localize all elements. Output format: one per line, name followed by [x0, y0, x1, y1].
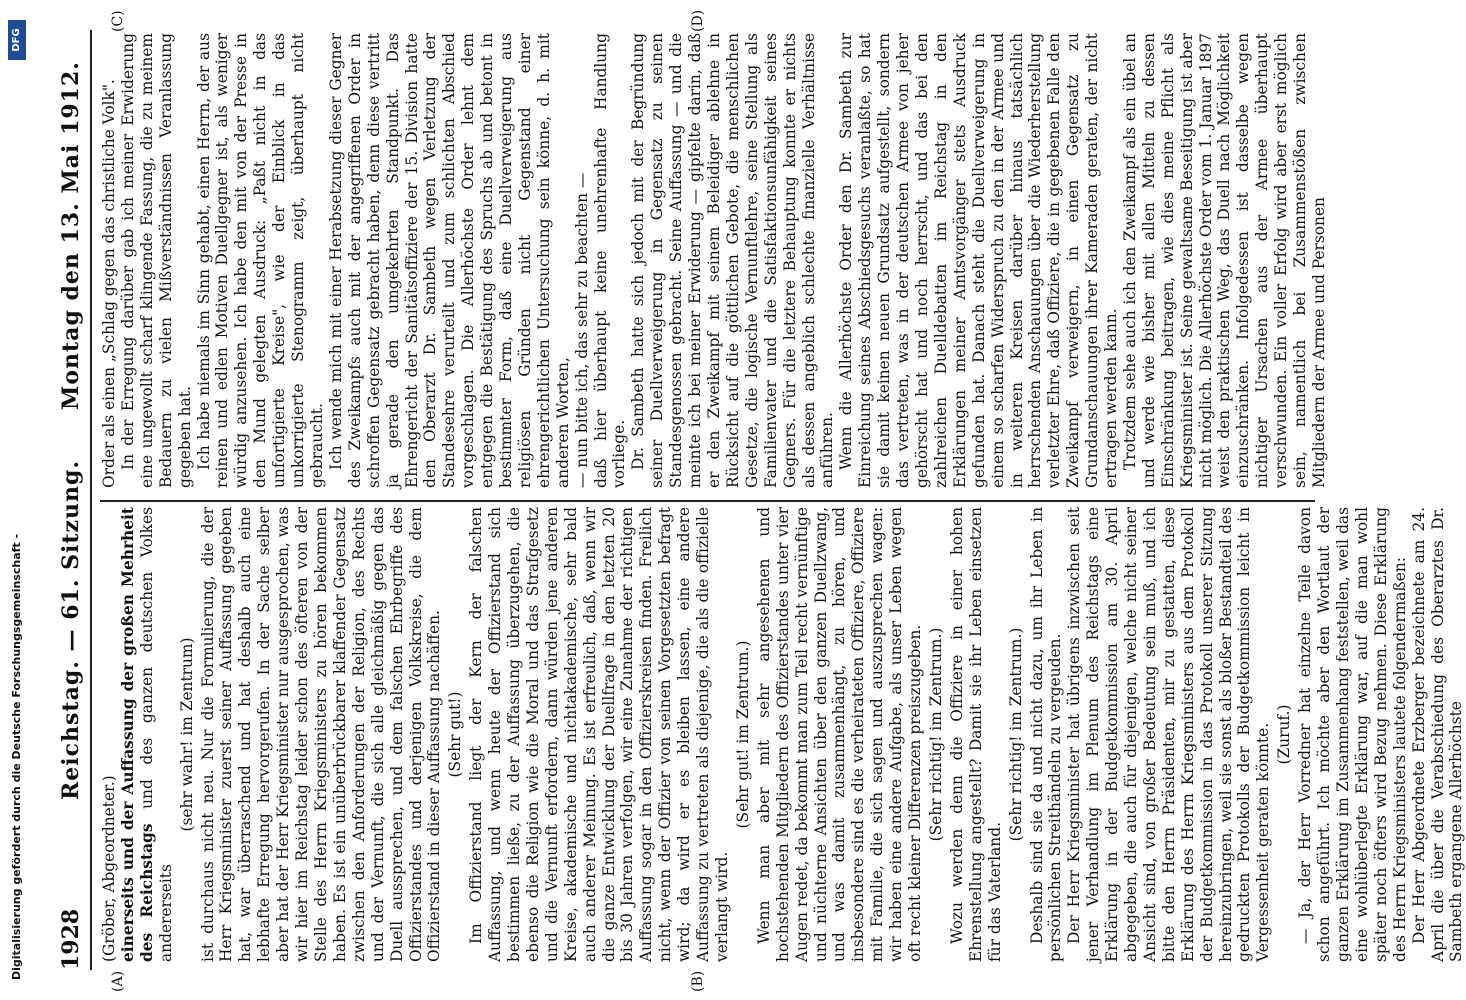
page-number: 1928 — [58, 908, 84, 970]
interjection: (Sehr richtig! im Zentrum.) — [926, 627, 945, 842]
credit-line — [8, 20, 30, 980]
paragraph: Wenn die Allerhöchste Order den Dr. Sambeth zur Einreichung seines Abschiedsgesuchs veranlaßte, so hat sie damit keinen neuen Grundsatz aufgestellt, sondern das vertreten, was in der deutschen Armee von jeher gehörscht hat und noch herrscht, und das bei den zahlreichen Duelldebatten im Reichstag in den Erklärungen meiner Amtsvorgänger stets Ausdruck gefunden hat. Danach steht die Duellverweigerung in einem so scharfen Widerspruch zu den in der Armee und in weiteren Kreisen darüber hinaus tatsächlich herrschenden Anschauungen über die Wiederherstellung verletzter Ehre, daß Offiziere, die in gegebenen Falle den Zweikampf verweigern, in einen Gegensatz zu Grundanschauungen ihrer Kameraden geraten, der nicht ertragen werden kann. — [837, 33, 1121, 488]
dfg-logo: DFG — [8, 20, 26, 60]
paragraph: Der Herr Kriegsminister hat übrigens inzwischen seit jener Verhandlung im Plenum des Reichstags eine Erklärung in der Budgetkommission am 30. April abgegeben, die auch für diejenigen, welche nicht seiner Ansicht sind, von großer Bedeutung sein muß, und ich bitte den Herrn Präsidenten, mir zu gestatten, diese Erklärung des Herrn Kriegsministers aus dem Protokoll der Budgetkommission in das Protokoll unserer Sitzung hereinzubringen, weil sie sonst als bloßer Bestandteil des gedruckten Protokolls der Budgetkommission leicht in Vergessenheit geraten könnte. — [1065, 507, 1273, 962]
session-title: Reichstag. — 61. Sitzung. — [58, 459, 84, 800]
left-column — [100, 507, 1466, 962]
aside-remark: — nun bitte ich, das sehr zu beachten — — [572, 172, 591, 488]
paragraph: ist durchaus nicht neu. Nur die Formulierung, die der Herr Kriegsminister zuerst seiner Auffassung gegeben hat, war überraschend und hat deshalb auch eine lebhafte Erregung hervorgerufen. In der Sache selber aber hat der Herr Kriegsminister nur ausgesprochen, was wir hier im Reichstag leider schon des öfteren von der Stelle des Herrn Kriegsministers zu hören bekommen haben. Es ist ein unüberbrückbarer klaffender Gegensatz zwischen den Anforderungen der Religion, des Rechts und der Vernunft, die sich alle gleichmäßig gegen das Duell aussprechen, und dem falschen Ehrbegriffe des Offizierstandes und derjenigen Volkskreise, die dem Offizierstand in dieser Auffassung nachäffen. — [198, 507, 444, 962]
interjection: (Zuruf.) — [1275, 704, 1294, 765]
credit-text: Digitalisierung gefördert durch die Deutsche Forschungsgemeinschaft - — [10, 533, 23, 980]
margin-mark-d: (D) — [690, 9, 706, 32]
paragraph: Deshalb sind sie da und nicht dazu, um ihr Leben in persönlichen Streithändeln zu vergeuden. — [1027, 507, 1065, 962]
paragraph: Trotzdem sehe auch ich den Zweikampf als ein übel an und werde wie bisher mit allen Mitteln zu dessen Einschränkung beitragen, wie dies meine Pflicht als Kriegsminister ist. Seine gewaltsame Beseitigung ist aber nicht möglich. Die Allerhöchste Order vom 1. Januar 1897 weist den praktischen Weg, das Duell nach Möglichkeit einzuschränken. Infolgedessen ist dasselbe wegen nichtiger Ursachen aus der Armee überhaupt verschwunden. Ein voller Erfolg wird aber erst möglich sein, namentlich bei Zusammenstößen zwischen Mitgliedern der Armee und Personen — [1120, 33, 1328, 488]
paragraph: Order als einen „Schlag gegen das christliche Volk". — [100, 79, 118, 488]
paragraph: — Ja, der Herr Vorredner hat einzelne Teile davon schon angeführt. Ich möchte aber den Wortlaut der ganzen Erklärung im Zusammenhang feststellen, weil das eine wohlüberlegte Erklärung war, auf die man wohl später noch öfters wird Bezug nehmen. Diese Erklärung des Herrn Kriegsministers lautete folgendermaßen: — [1296, 507, 1409, 962]
paragraph: Wenn man aber mit sehr angesehenen und hochstehenden Mitgliedern des Offizierstandes unter vier Augen redet, da bekommt man zum Teil recht vernünftige und nüchterne Ansichten über den ganzen Duellzwang, und was damit zusammenhängt, zu hören, und insbesondere sind es die verheirateten Offiziere, Offiziere mit Familie, die sich sagen und auszusprechen wagen: wir haben eine andere Aufgabe, als unser Leben wegen oft recht kleiner Differenzen preiszugeben. — [754, 507, 925, 962]
paragraph: Dr. Sambeth hatte sich jedoch mit der Begründung seiner Duellverweigerung in Gegensatz zu seinen Standesgenossen gebracht. Seine Auffassung — und die meinte ich bei meiner Erwiderung — gipfelte darin, daß er den Zweikampf mit seinem Beleidiger ablehne in Rücksicht auf die göttlichen Gebote, die menschlichen Gesetze, die logische Vernunftlehre, seine Stellung als Familienvater und die Satisfaktionsunfähigkeit seines Gegners. Für die letztere Behauptung konnte er nichts als dessen angeblich schlechte finanzielle Verhältnisse anführen. — [629, 33, 837, 488]
margin-mark-a: (A) — [110, 970, 126, 992]
interjection: (sehr wahr! im Zentrum) — [177, 637, 196, 832]
paragraph: Ich habe niemals im Sinn gehabt, einen Herrn, der aus reinen und edlen Motiven Duellgegner ist, als weniger würdig anzusehen. Ich habe den mit von der Presse in den Mund gelegten Ausdruck: „Paßt nicht in das unfortigierte Kreise", wie der Einblick in das unkorrigierte Stenogramm zeigt, überhaupt nicht gebraucht. — [194, 33, 326, 488]
interjection: (Sehr richtig! im Zentrum.) — [1006, 627, 1025, 842]
margin-mark-c: (C) — [110, 10, 126, 32]
paragraph: In der Erregung darüber gab ich meiner Erwiderung eine ungewollt scharf klingende Fassung, die zu meinem Bedauern zu vielen Mißverständnissen Veranlassung gegeben hat. — [118, 33, 194, 488]
paragraph: und des ganzen deutschen Volkes andererseits — [137, 507, 175, 962]
margin-mark-b: (B) — [690, 970, 706, 992]
paragraph: daß hier überhaupt keine unehrenhafte Handlung vorliege. — [591, 33, 629, 488]
paragraph: einerseits und der Auffassung der großen Mehrheit des Reichstags — [118, 507, 156, 962]
paragraph: Der Herr Abgeordnete Erzberger bezeichnete am 24. April die über die Verabschiedung des Oberarztes Dr. Sambeth ergangene Allerhöchste — [1409, 507, 1466, 962]
column-divider — [100, 500, 1315, 502]
paragraph: Ich wende mich mit einer Herabsetzung dieser Gegner des Zweikampfs auch mit der angegriffenen Order in schroffen Gegensatz gebracht haben, denn diese vertritt ja gerade den umgekehrten Standpunkt. Das Ehrengericht der Sanitätsoffiziere der 15. Division hatte den Oberarzt Dr. Sambeth wegen Verletzung der Standesehre verurteilt und zum schlichten Abschied vorgeschlagen. Die Allerhöchste Order lehnt dem entgegen die Bestätigung des Spruchs ab und betont in bestimmter Form, daß eine Duellverweigerung aus religiösen Gründen nicht Gegenstand einer ehrengerichtlichen Untersuchung sein könne, d. h. mit anderen Worten, — [326, 33, 572, 488]
paragraph: Wozu werden denn die Offiziere in einer hohen Ehrenstellung angestellt? Damit sie ihr Leben einsetzen für das Vaterland. — [947, 507, 1004, 962]
right-column — [100, 33, 1328, 488]
paragraph: Im Offizierstand liegt der Kern der falschen Auffassung, und wenn heute der Offizierstand sich bestimmen ließe, zu der Auffassung überzugehen, die ebenso die Religion wie die Moral und das Strafgesetz und die Vernunft erfordern, dann würden jene anderen Kreise, akademische und nichtakademische, sehr bald auch anderer Meinung. Es ist erfreulich, daß, wenn wir die ganze Entwicklung der Duellfrage in den letzten 20 bis 30 Jahren verfolgen, wir eine Zunahme der richtigen Auffassung sogar in den Offizierskreisen finden. Freilich nicht, wenn der Offizier von seinen Vorgesetzten befragt wird; da wird er es bleiben lassen, eine andere Auffassung zu vertreten als diejenige, die als die offizielle verlangt wird. — [467, 507, 731, 962]
interjection: (Sehr gut! im Zentrum.) — [733, 640, 752, 829]
header-rule — [90, 30, 92, 970]
interjection: (Sehr gut!) — [446, 691, 465, 778]
session-date: Montag den 13. Mai 1912. — [58, 61, 84, 410]
speaker-label: (Gröber, Abgeordneter.) — [100, 775, 118, 962]
page-header — [50, 30, 90, 970]
